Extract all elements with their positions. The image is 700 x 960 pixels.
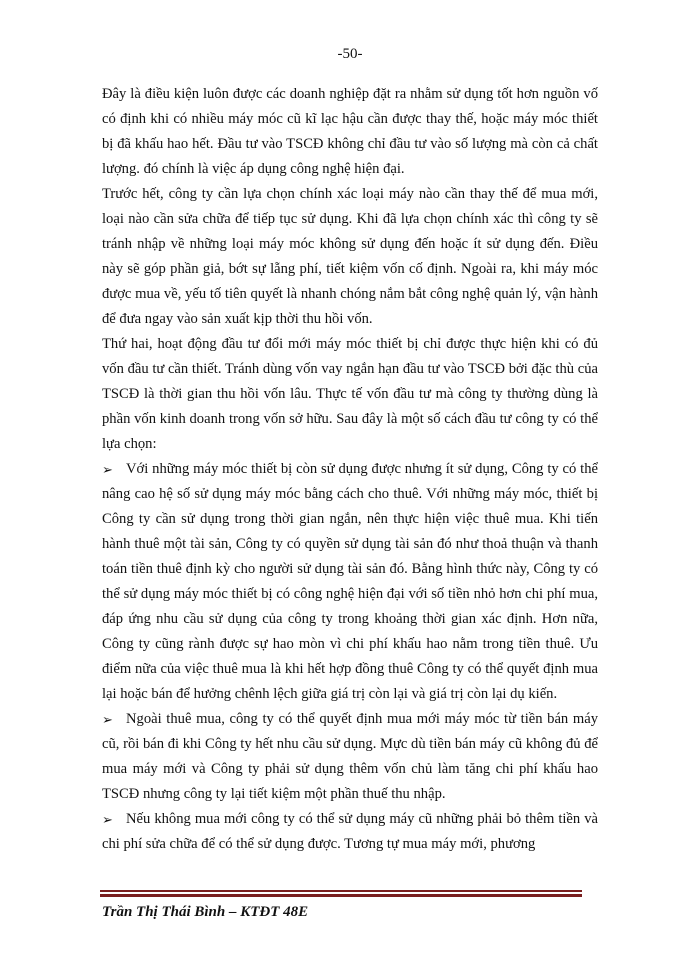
page-number: -50- [337, 46, 363, 62]
document-body [102, 82, 598, 857]
bullet-item [102, 457, 598, 707]
bullet-text: Với những máy móc thiết bị còn sử dụng được nhưng ít sử dụng, Công ty có thể nâng cao hệ số sử dụng máy móc bằng cách cho thuê. Với những máy móc, thiết bị Công ty cần sử dụng trong thời gian ngắn, nên thực hiện việc thuê mua. Khi tiến hành thuê một tài sản, Công ty có quyền sử dụng tài sản đó như thoả thuận và thanh toán tiền thuê định kỳ cho người sử dụng tài sản đó. Bằng hình thức này, Công ty có thể sử dụng máy móc thiết bị có công nghệ hiện đại với số tiền nhỏ hơn chi phí mua, đáp ứng nhu cầu sử dụng của công ty trong khoảng thời gian xác định. Hơn nữa, Công ty cũng rành được sự hao mòn vì chi phí khấu hao nằm trong tiền thuê. Ưu điểm nữa của việc thuê mua là khi hết hợp đồng thuê Công ty có thể quyết định mua lại hoặc bán để hưởng chênh lệch giữa giá trị còn lại và giá trị còn lại dụ kiến. [102, 461, 598, 702]
bullet-text: Ngoài thuê mua, công ty có thể quyết định mua mới máy móc từ tiền bán máy cũ, rồi bán đi khi Công ty hết nhu cầu sử dụng. Mực dù tiền bán máy cũ không đủ để mua máy mới và Công ty phải sử dụng thêm vốn chủ làm tăng chi phí khấu hao TSCĐ nhưng công ty lại tiết kiệm một phần thuế thu nhập. [102, 711, 598, 802]
arrow-bullet-icon: ➢ [102, 712, 113, 727]
bullet-item [102, 807, 598, 857]
bullet-text: Nếu không mua mới công ty có thể sử dụng máy cũ những phải bỏ thêm tiền và chi phí sửa chữa để có thể sử dụng được. Tương tự mua máy mới, phương [102, 811, 598, 852]
bullet-item [102, 707, 598, 807]
footer-divider [100, 890, 582, 897]
paragraph: Đây là điều kiện luôn được các doanh nghiệp đặt ra nhằm sử dụng tốt hơn nguồn vố có định khi có nhiều máy móc cũ kĩ lạc hậu cần được thay thế, hoặc máy móc thiết bị đã khấu hao hết. Đầu tư vào TSCĐ không chỉ đầu tư vào số lượng mà còn cả chất lượng. đó chính là việc áp dụng công nghệ hiện đại. [102, 86, 598, 177]
footer-author: Trần Thị Thái Bình – KTĐT 48E [102, 904, 309, 920]
paragraph: Trước hết, công ty cần lựa chọn chính xác loại máy nào cần thay thế để mua mới, loại nào cần sửa chữa để tiếp tục sử dụng. Khi đã lựa chọn chính xác thì công ty sẽ tránh nhập về những loại máy móc không sử dụng đến hoặc ít sử dụng đến. Điều này sẽ góp phần giả, bớt sự lẵng phí, tiết kiệm vốn cố định. Ngoài ra, khi máy móc được mua về, yếu tố tiên quyết là nhanh chóng nắm bắt công nghệ quản lý, vận hành để đưa ngay vào sản xuất kịp thời thu hồi vốn. [102, 186, 598, 327]
paragraph: Thứ hai, hoạt động đầu tư đổi mới máy móc thiết bị chỉ được thực hiện khi có đủ vốn đầu tư cần thiết. Tránh dùng vốn vay ngắn hạn đầu tư vào TSCĐ bởi đặc thù của TSCĐ là thời gian thu hồi vốn lâu. Thực tế vốn đầu tư mà công ty thường dùng là phần vốn kinh doanh trong vốn sở hữu. Sau đây là một số cách đầu tư công ty có thể lựa chọn: [102, 336, 598, 452]
arrow-bullet-icon: ➢ [102, 812, 113, 827]
arrow-bullet-icon: ➢ [102, 462, 113, 477]
